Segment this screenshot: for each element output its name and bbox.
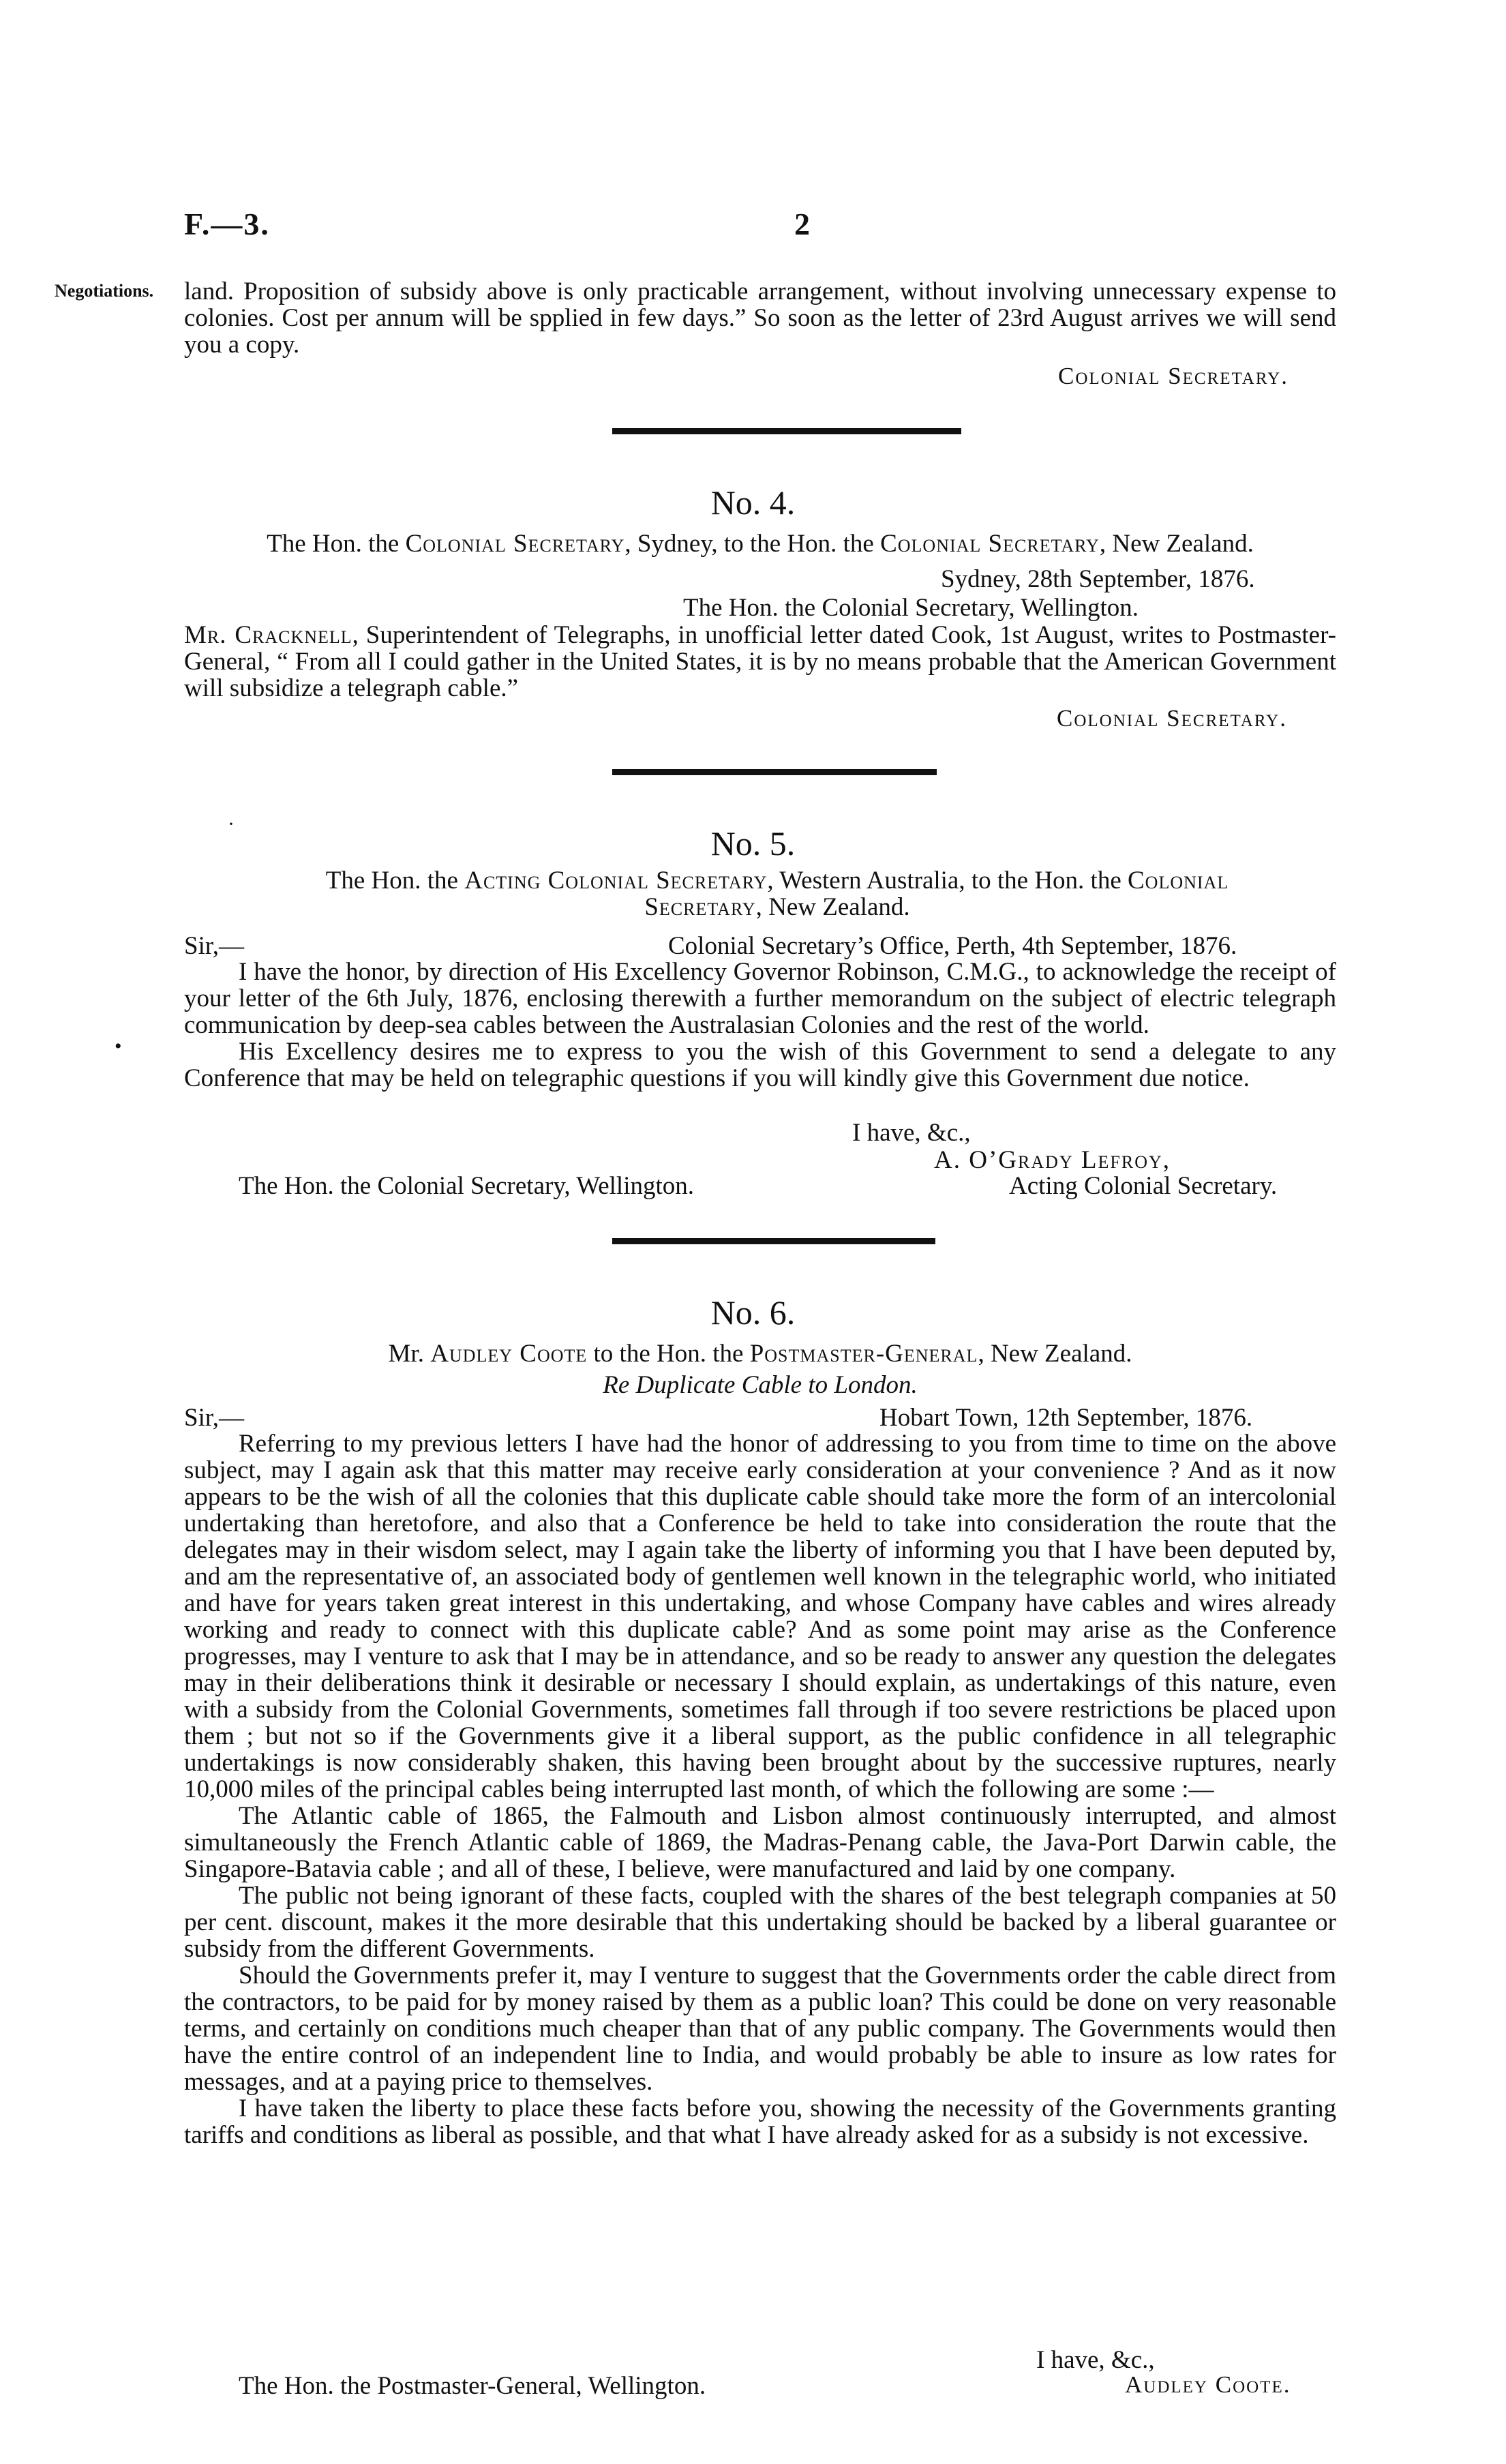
closing-no5: I have, &c., [852, 1119, 971, 1147]
address-pre: The Hon. the [267, 530, 406, 558]
paragraph-2: The Atlantic cable of 1865, the Falmouth and Lisbon almost continuously interrupted, and almost simultaneously the French Atlantic cable of 1869, the Madras-Penang cable, the Java-Port Darwin cable, the Singapore-Batavia cable ; and all of these, I believe, were manufactured and laid by one company. [184, 1802, 1336, 1883]
address-line-no4 [184, 529, 1336, 558]
salutation-no6: Sir,— [184, 1404, 244, 1432]
paragraph-1: Referring to my previous letters I have had the honor of addressing to you from time to time on the above subject, may I again ask that this matter may receive early consideration at your convenience ? And as it now appears to be the wish of all the colonies that this duplicate cable should take more the form of an intercolonial undertaking than heretofore, and also that a Conference be held to take into consideration the route that the delegates may in their wisdom select, may I again take the liberty of informing you that I have been deputed by, and am the representative of, an associated body of gentlemen well known in the telegraphic world, who initiated and have for years taken great interest in this undertaking, and whose Company have cables and wires already working and ready to connect with this duplicate cable? And as some point may arise as the Conference progresses, may I venture to ask that I may be in attendance, and so be ready to answer any question the delegates may in their deliberations think it desirable or necessary I should explain, as undertakings of this nature, even with a subsidy from the Colonial Governments, sometimes fall through if too severe restrictions be placed upon them ; but not so if the Governments give it a liberal support, as the public confidence in all telegraphic undertakings is now considerably shaken, this having been brought about by the successive ruptures, nearly 10,000 miles of the principal cables being interrupted last month, of which the following are some :— [184, 1430, 1336, 1803]
address-from-role: Acting Colonial Secretary [464, 867, 768, 895]
closing-no6: I have, &c., [1036, 2346, 1155, 2374]
address-to-role-continued: Secretary [644, 893, 756, 921]
letter-body-no6 [184, 1430, 1336, 2148]
scan-speck: · [228, 813, 235, 835]
body-text-no4: , Superintendent of Telegraphs, in unofficial letter dated Cook, 1st August, writes to Postmaster-General, “ From all I could gather in the United States, it is by no means probable that the American Government will subsidize a telegraph cable.” [184, 621, 1337, 702]
address-mid: , Western Australia, to the Hon. the [767, 867, 1128, 895]
continued-text: land. Proposition of subsidy above is only practicable arrangement, without involving unnecessary expense to colonies. Cost per annum will be spplied in few days.” So soon as the letter of 23rd August arrives we will send you a copy. [184, 277, 1336, 359]
continued-message [184, 278, 1336, 358]
address-post: , New Zealand. [755, 893, 910, 921]
address-mid: , Sydney, to the Hon. the [624, 530, 881, 558]
dateline-no6: Hobart Town, 12th September, 1876. [879, 1404, 1253, 1432]
addressee-no4: The Hon. the Colonial Secretary, Wellington. [683, 594, 1139, 622]
address-mid: to the Hon. the [587, 1340, 750, 1368]
continued-signature: Colonial Secretary. [1058, 363, 1289, 389]
paragraph-4: Should the Governments prefer it, may I venture to suggest that the Governments order the cable direct from the contractors, to be paid for by money raised by them as a public loan? This could be done on very reasonable terms, and certainly on conditions much cheaper than that of any public company. The Governments would then have the entire control of an independent line to India, and would probably be able to insure as low rates for messages, and at a paying price to themselves. [184, 1962, 1336, 2096]
address-line-no6 [184, 1339, 1336, 1368]
paragraph-2: His Excellency desires me to express to you the wish of this Government to send a delegate to any Conference that may be held on telegraphic questions if you will kindly give this Government due notice. [184, 1038, 1336, 1092]
address-from-role: Colonial Secretary [405, 530, 625, 558]
address-post: , New Zealand. [978, 1340, 1132, 1368]
page-header [184, 206, 1343, 247]
margin-note: Negotiations. [55, 281, 154, 301]
signer-no6: Audley Coote. [1125, 2371, 1291, 2398]
section-divider [612, 769, 937, 775]
letter-body-no5 [184, 959, 1336, 1092]
letter-body-no4 [184, 622, 1336, 702]
signature-no4: Colonial Secretary. [1057, 705, 1287, 732]
salutation-no5: Sir,— [184, 932, 244, 960]
page-number: 2 [794, 207, 810, 241]
address-post: , New Zealand. [1099, 530, 1254, 558]
signer-title-no5: Acting Colonial Secretary. [1009, 1172, 1278, 1200]
address-line-no5 [198, 867, 1357, 920]
section-title-no6: No. 6. [710, 1293, 796, 1332]
dateline-no4: Sydney, 28th September, 1876. [941, 565, 1255, 593]
body-no4 [184, 622, 1336, 702]
scan-speck: • [115, 1035, 122, 1057]
address-pre: The Hon. the [325, 867, 465, 895]
address-to-role: Postmaster-General [749, 1340, 978, 1368]
address-from-name: Audley Coote [430, 1340, 588, 1368]
dateline-no5: Colonial Secretary’s Office, Perth, 4th September, 1876. [668, 932, 1237, 960]
section-divider [612, 428, 961, 434]
signer-no5: A. O’Grady Lefroy, [934, 1146, 1171, 1174]
section-title-no4: No. 4. [710, 483, 796, 522]
address-pre: Mr. [388, 1340, 431, 1368]
paragraph-3: The public not being ignorant of these facts, coupled with the shares of the best telegraph companies at 50 per cent. discount, makes it the more desirable that this undertaking should be backed by a liberal guarantee or subsidy from the different Governments. [184, 1882, 1336, 1963]
addressee-no6: The Hon. the Postmaster-General, Wellington. [239, 2372, 706, 2400]
body-name-no4: Mr. Cracknell [184, 621, 352, 649]
section-title-no5: No. 5. [710, 824, 796, 862]
subject-line-no6: Re Duplicate Cable to London. [603, 1371, 918, 1399]
address-to-role: Colonial Secretary [880, 530, 1100, 558]
paragraph-1: I have the honor, by direction of His Excellency Governor Robinson, C.M.G., to acknowledge the receipt of your letter of the 6th July, 1876, enclosing therewith a further memorandum on the subject of electric telegraph communication by deep-sea cables between the Australasian Colonies and the rest of the world. [184, 958, 1336, 1039]
addressee-no5: The Hon. the Colonial Secretary, Wellington. [239, 1172, 695, 1200]
address-to-role: Colonial [1128, 867, 1229, 895]
paragraph-5: I have taken the liberty to place these facts before you, showing the necessity of the Governments granting tariffs and conditions as liberal as possible, and that what I have already asked for as a subsidy is not excessive. [184, 2094, 1336, 2149]
document-reference: F.—3. [184, 207, 270, 241]
section-divider [612, 1238, 935, 1244]
